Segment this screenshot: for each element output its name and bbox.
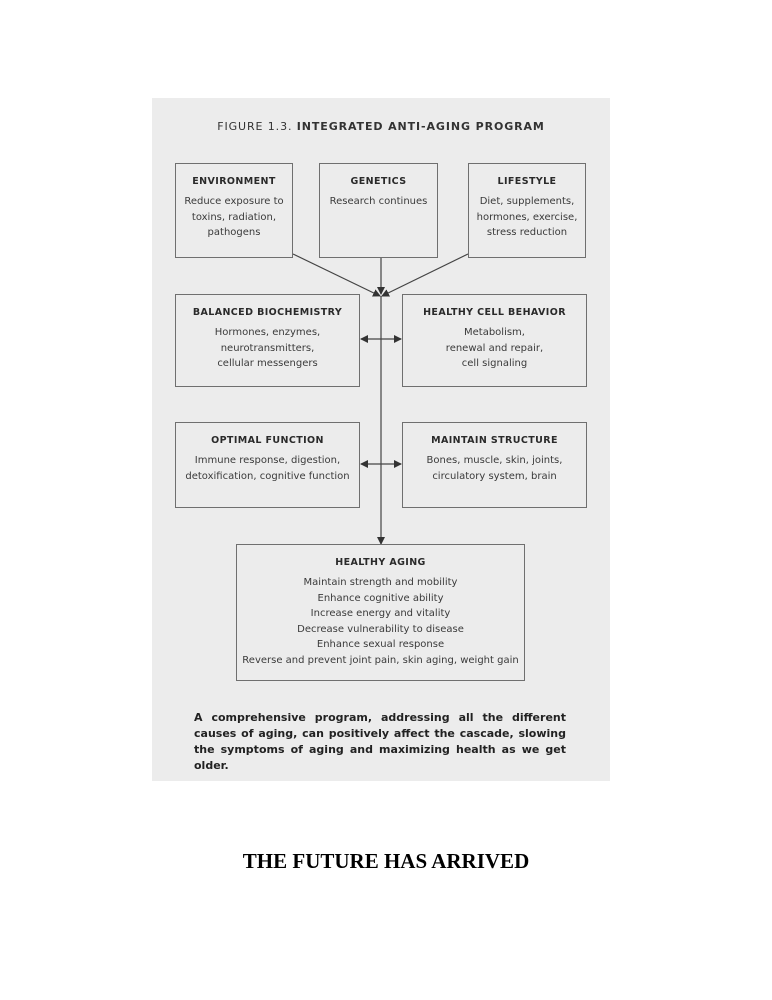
environment-box bbox=[175, 163, 293, 258]
environment-line: pathogens bbox=[207, 227, 261, 238]
healthy-cell-behavior-line: Metabolism, bbox=[464, 327, 525, 338]
healthy-aging-line: Enhance cognitive ability bbox=[317, 592, 444, 604]
healthy-aging-line: Enhance sexual response bbox=[316, 639, 445, 650]
maintain-structure-line: Bones, muscle, skin, joints, bbox=[426, 455, 563, 466]
lifestyle-heading: LIFESTYLE bbox=[497, 176, 557, 187]
healthy-aging-heading: HEALTHY AGING bbox=[335, 557, 426, 568]
optimal-function-line: Immune response, digestion, bbox=[194, 455, 341, 466]
genetics-heading: GENETICS bbox=[350, 176, 407, 187]
lifestyle-line: stress reduction bbox=[486, 227, 568, 238]
lifestyle-line: hormones, exercise, bbox=[476, 211, 578, 223]
page-heading: THE FUTURE HAS ARRIVED bbox=[242, 849, 530, 873]
lifestyle-line: Diet, supplements, bbox=[479, 196, 575, 207]
balanced-biochemistry-line: neurotransmitters, bbox=[220, 342, 315, 354]
optimal-function-line: detoxification, cognitive function bbox=[185, 470, 350, 482]
healthy-aging-box bbox=[236, 544, 525, 681]
genetics-box bbox=[319, 163, 438, 258]
figure-label: FIGURE 1.3. bbox=[217, 120, 293, 133]
figure-panel bbox=[152, 98, 610, 781]
optimal-function-box bbox=[175, 422, 360, 508]
balanced-biochemistry-box bbox=[175, 294, 360, 387]
healthy-aging-line: Increase energy and vitality bbox=[310, 608, 451, 619]
arrow-lifestyle-converge bbox=[382, 254, 468, 296]
healthy-aging-line: Maintain strength and mobility bbox=[303, 577, 458, 588]
healthy-cell-behavior-line: renewal and repair, bbox=[445, 342, 544, 354]
healthy-aging-line: Decrease vulnerability to disease bbox=[297, 623, 464, 635]
balanced-biochemistry-line: Hormones, enzymes, bbox=[214, 327, 321, 338]
arrow-environment-converge bbox=[293, 254, 380, 296]
optimal-function-heading: OPTIMAL FUNCTION bbox=[211, 435, 324, 446]
maintain-structure-box bbox=[402, 422, 587, 508]
figure-caption: A comprehensive program, addressing all the different causes of aging, can positively affect the cascade, slowing the symptoms of aging and maximizing health as we get older. bbox=[194, 711, 566, 772]
environment-heading: ENVIRONMENT bbox=[192, 176, 276, 187]
environment-line: toxins, radiation, bbox=[191, 211, 277, 223]
healthy-cell-behavior-heading: HEALTHY CELL BEHAVIOR bbox=[423, 307, 566, 318]
balanced-biochemistry-line: cellular messengers bbox=[217, 358, 318, 369]
healthy-cell-behavior-box bbox=[402, 294, 587, 387]
maintain-structure-line: circulatory system, brain bbox=[432, 470, 557, 482]
lifestyle-box bbox=[468, 163, 586, 258]
environment-line: Reduce exposure to bbox=[184, 196, 284, 207]
maintain-structure-heading: MAINTAIN STRUCTURE bbox=[431, 435, 558, 446]
healthy-cell-behavior-line: cell signaling bbox=[461, 358, 528, 369]
genetics-line: Research continues bbox=[329, 196, 428, 207]
figure-title-text: INTEGRATED ANTI-AGING PROGRAM bbox=[296, 120, 545, 133]
balanced-biochemistry-heading: BALANCED BIOCHEMISTRY bbox=[192, 307, 343, 318]
healthy-aging-line: Reverse and prevent joint pain, skin aging, weight gain bbox=[242, 654, 519, 666]
